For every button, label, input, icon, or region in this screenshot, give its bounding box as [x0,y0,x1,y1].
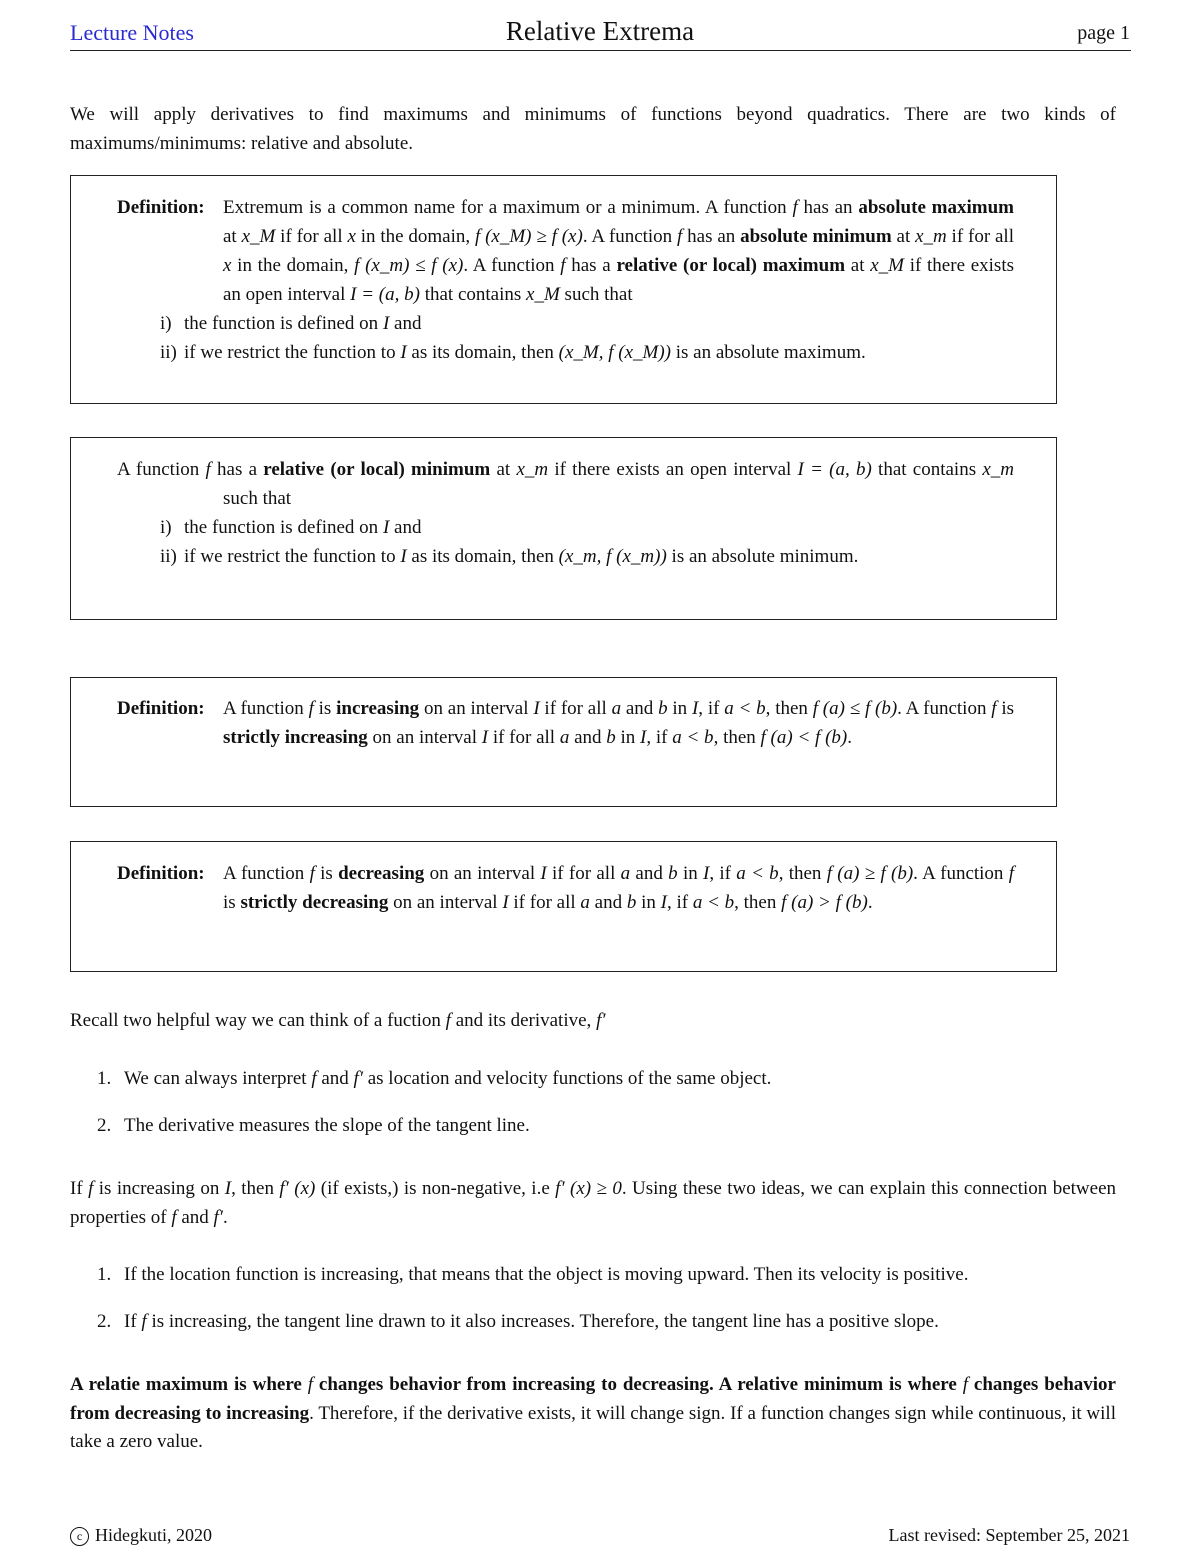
definition-text: A function f is increasing on an interval I if for all a and b in I, if a < b, then f (a) ≤ f (b). A function f is strictly increasing on an interval I if for all a and b in I, if a < b, then f (a) < f (b). [223,698,1014,748]
condition-ii: ii) if we restrict the function to I as its domain, then (x_M, f (x_M)) is an absolute maximum. [160,342,866,363]
copyright-icon: c [70,1527,89,1546]
list-item: 2. If f is increasing, the tangent line drawn to it also increases. Therefore, the tangent line has a positive slope. [97,1311,939,1332]
header-course-label: Lecture Notes [70,20,194,45]
recall-paragraph: Recall two helpful way we can think of a fuction f and its derivative, f′ [70,1010,606,1031]
page-number: page 1 [1077,22,1130,44]
definition-row [117,859,1014,917]
list-item: 1. We can always interpret f and f′ as location and velocity functions of the same object. [97,1068,772,1089]
definition-box-relative-minimum [70,437,1057,620]
condition-i: i) the function is defined on I and [160,313,422,334]
list-item: 1. If the location function is increasing, that means that the object is moving upward. Then its velocity is positive. [97,1264,969,1285]
intro-paragraph: We will apply derivatives to find maximums and minimums of functions beyond quadratics. There are two kinds of maximums/minimums: relative and absolute. [70,104,1116,154]
extrema-summary-paragraph: A relatie maximum is where f changes behavior from increasing to decreasing. A relative minimum is where f changes behavior from decreasing to increasing. Therefore, if the derivative exists, it will change sign. If a function changes sign while continuous, it will take a zero value. [70,1374,1116,1452]
footer-copyright: c Hidegkuti, 2020 [70,1525,212,1546]
definition-text: Extremum is a common name for a maximum or a minimum. A function f has an absolute maximum at x_M if for all x in the domain, f (x_M) ≥ f (x). A function f has an absolute minimum at x_m if for all x in the domain, f (x_m) ≤ f (x). A function f has a relative (or local) maximum at x_M if there exists an open interval I = (a, b) that contains x_M such that [223,197,1014,305]
definition-label: Definition: [117,197,205,218]
list-item: 2. The derivative measures the slope of the tangent line. [97,1115,530,1136]
definition-label: Definition: [117,863,205,884]
definition-text: A function f has a relative (or local) minimum at x_m if there exists an open interval I = (a, b) that contains x_m such that [117,459,1014,509]
footer-revision-date: Last revised: September 25, 2021 [888,1525,1130,1545]
definition-text: A function f is decreasing on an interval I if for all a and b in I, if a < b, then f (a) ≥ f (b). A function f is strictly decreasing on an interval I if for all a and b in I, if a < b, then f (a) > f (b). [223,863,1015,913]
definition-row [117,694,1014,752]
definition-label: Definition: [117,698,205,719]
increasing-paragraph: If f is increasing on I, then f′ (x) (if exists,) is non-negative, i.e f′ (x) ≥ 0. Using these two ideas, we can explain this connection between properties of f and f′. [70,1178,1117,1228]
definition-box-extremum [70,175,1057,404]
page-title: Relative Extrema [505,16,695,46]
condition-ii: ii) if we restrict the function to I as its domain, then (x_m, f (x_m)) is an absolute minimum. [160,546,859,567]
definition-box-increasing [70,677,1057,807]
definition-box-decreasing [70,841,1057,972]
definition-row [117,193,1014,309]
condition-i: i) the function is defined on I and [160,517,422,538]
header-divider [70,50,1131,51]
